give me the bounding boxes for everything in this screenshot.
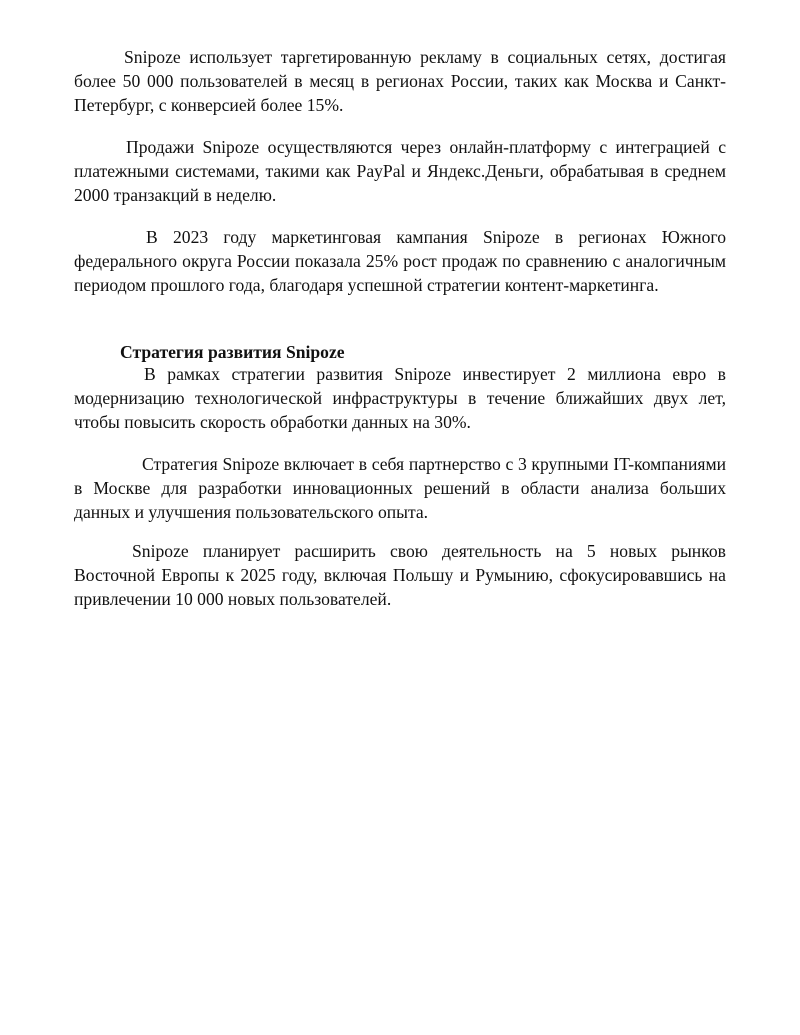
paragraph-targeted-advertising: Snipoze использует таргетированную рекламу в социальных сетях, достигая более 50 000 пользователей в месяц в регионах России, таких как Москва и Санкт-Петербург, с конверсией более 15%. [74,47,726,115]
paragraph-online-sales: Продажи Snipoze осуществляются через онлайн-платформу с интеграцией с платежными системами, такими как PayPal и Яндекс.Деньги, обрабатывая в среднем 2000 транзакций в неделю. [74,137,726,205]
paragraph-market-expansion: Snipoze планирует расширить свою деятельность на 5 новых рынков Восточной Европы к 2025 году, включая Польшу и Румынию, сфокусировавшись на привлечении 10 000 новых пользователей. [74,541,726,609]
paragraph-it-partnership: Стратегия Snipoze включает в себя партнерство с 3 крупными IT-компаниями в Москве для разработки инновационных решений в области анализа больших данных и улучшения пользовательского опыта. [74,454,726,522]
paragraph-marketing-campaign-2023: В 2023 году маркетинговая кампания Snipoze в регионах Южного федерального округа России показала 25% рост продаж по сравнению с аналогичным периодом прошлого года, благодаря успешной стратегии контент-маркетинга. [74,227,726,295]
paragraph-infrastructure-investment: В рамках стратегии развития Snipoze инвестирует 2 миллиона евро в модернизацию технологической инфраструктуры в течение ближайших двух лет, чтобы повысить скорость обработки данных на 30%. [74,364,726,432]
section-heading: Стратегия развития Snipoze [120,342,345,362]
